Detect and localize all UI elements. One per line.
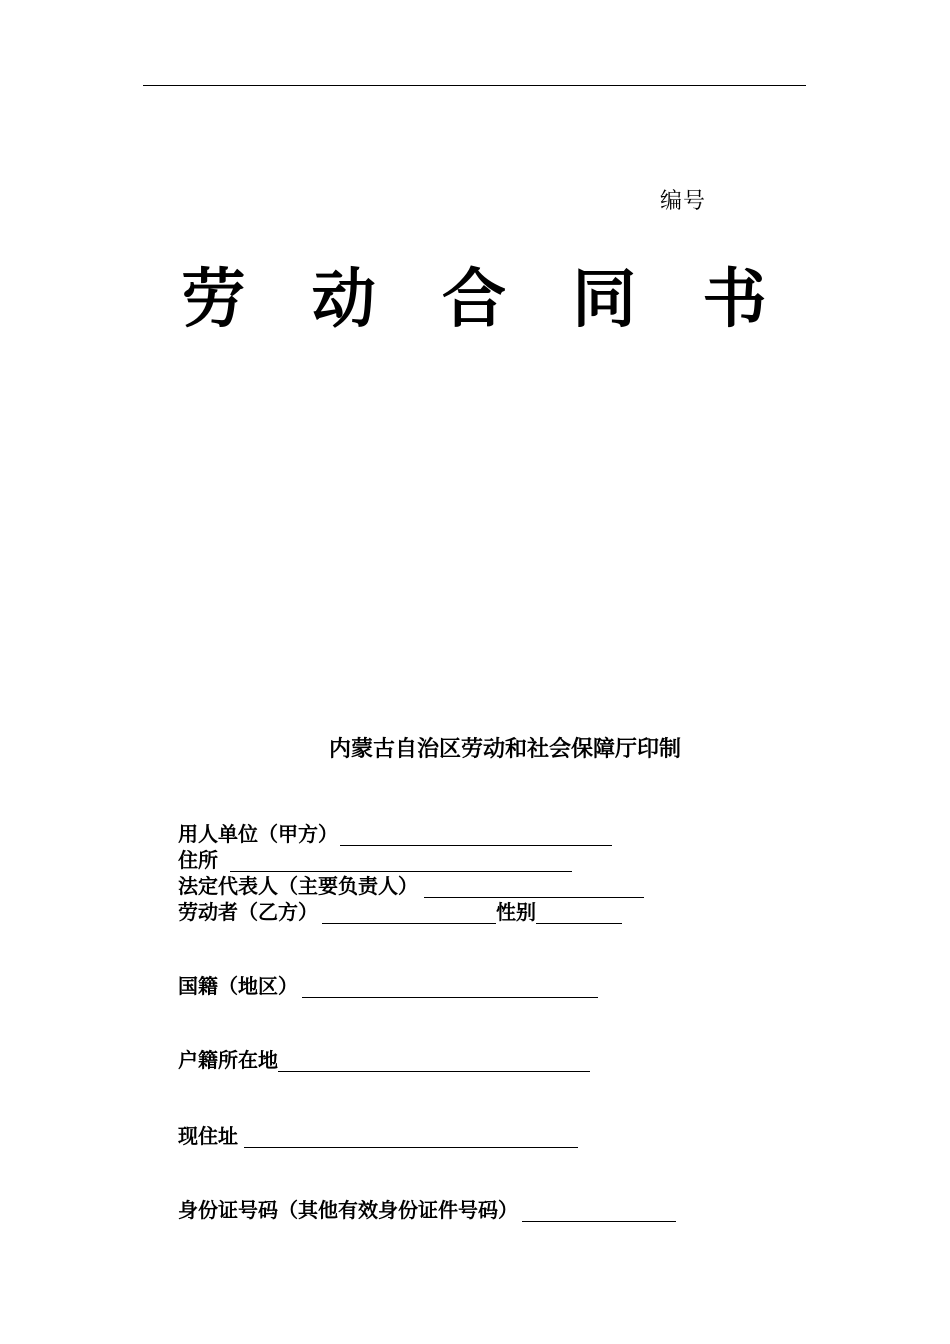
nationality-row [178,974,598,998]
document-title: 劳 动 合 同 书 [181,262,789,337]
household-label: 户籍所在地 [178,1048,278,1072]
address-row [178,848,572,872]
employer-row [178,822,612,846]
legal-rep-label: 法定代表人（主要负责人） [178,874,418,898]
id-number-blank[interactable] [522,1201,676,1222]
id-number-label: 身份证号码（其他有效身份证件号码） [178,1198,518,1222]
nationality-label: 国籍（地区） [178,974,298,998]
gender-blank[interactable] [536,903,622,924]
legal-rep-blank[interactable] [424,877,644,898]
current-address-label: 现住址 [178,1124,238,1148]
address-blank[interactable] [230,851,572,872]
employee-label: 劳动者（乙方） [178,900,318,924]
id-number-row [178,1198,676,1222]
top-rule [143,85,806,86]
contract-number-label: 编号 [660,189,707,214]
employee-blank[interactable] [322,903,496,924]
address-label: 住所 [178,848,218,872]
household-blank[interactable] [278,1051,590,1072]
publisher-line: 内蒙古自治区劳动和社会保障厅印制 [328,736,681,762]
employer-label: 用人单位（甲方） [178,822,338,846]
current-address-blank[interactable] [244,1127,578,1148]
gender-label: 性别 [496,900,536,924]
employee-row [178,900,622,924]
nationality-blank[interactable] [302,977,598,998]
household-row [178,1048,590,1072]
current-address-row [178,1124,578,1148]
employer-blank[interactable] [340,825,612,846]
legal-rep-row [178,874,644,898]
